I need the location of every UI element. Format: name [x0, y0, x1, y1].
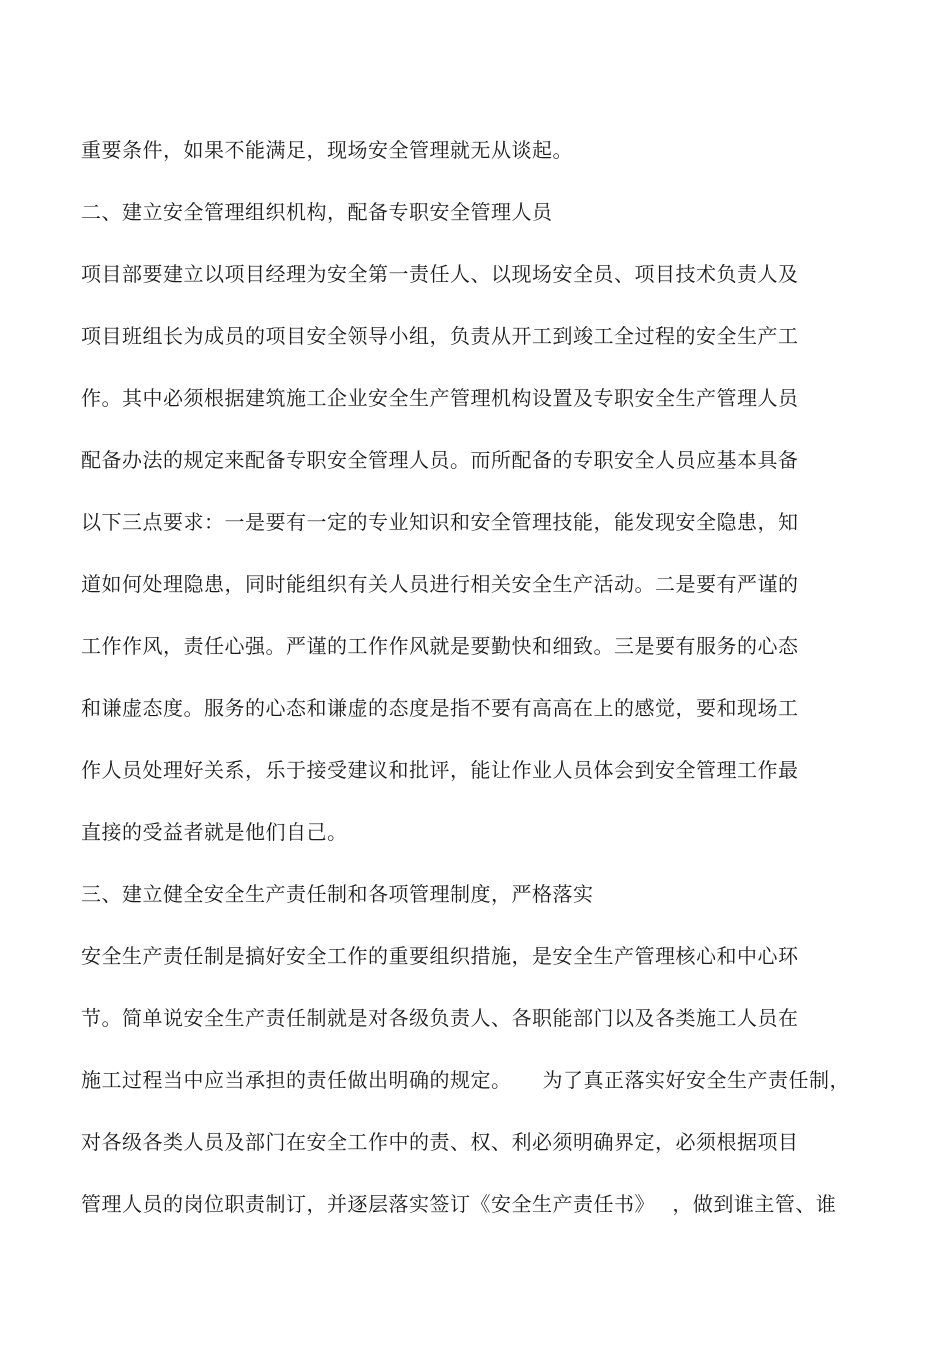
- text-line: 管理人员的岗位职责制订，并逐层落实签订《安全生产责任书》 ，做到谁主管、谁: [81, 1192, 837, 1216]
- text-line: 重要条件，如果不能满足，现场安全管理就无从谈起。: [81, 138, 573, 162]
- text-line: 施工过程当中应当承担的责任做出明确的规定。 为了真正落实好安全生产责任制，: [81, 1068, 850, 1092]
- section-heading-2: 二、建立安全管理组织机构，配备专职安全管理人员: [81, 200, 553, 224]
- text-line: 配备办法的规定来配备专职安全管理人员。而所配备的专职安全人员应基本具备: [81, 448, 799, 472]
- text-line: 安全生产责任制是搞好安全工作的重要组织措施，是安全生产管理核心和中心环: [81, 944, 799, 968]
- text-line: 以下三点要求：一是要有一定的专业知识和安全管理技能，能发现安全隐患，知: [81, 510, 799, 534]
- text-line: 节。简单说安全生产责任制就是对各级负责人、各职能部门以及各类施工人员在: [81, 1006, 799, 1030]
- text-line: 项目部要建立以项目经理为安全第一责任人、以现场安全员、项目技术负责人及: [81, 262, 799, 286]
- text-line: 道如何处理隐患，同时能组织有关人员进行相关安全生产活动。二是要有严谨的: [81, 572, 799, 596]
- section-heading-3: 三、建立健全安全生产责任制和各项管理制度，严格落实: [81, 882, 594, 906]
- text-line: 对各级各类人员及部门在安全工作中的责、权、利必须明确界定，必须根据项目: [81, 1130, 799, 1154]
- text-line: 直接的受益者就是他们自己。: [81, 820, 348, 844]
- text-line: 工作作风，责任心强。严谨的工作作风就是要勤快和细致。三是要有服务的心态: [81, 634, 799, 658]
- text-line: 项目班组长为成员的项目安全领导小组，负责从开工到竣工全过程的安全生产工: [81, 324, 799, 348]
- text-line: 和谦虚态度。服务的心态和谦虚的态度是指不要有高高在上的感觉，要和现场工: [81, 696, 799, 720]
- text-line: 作人员处理好关系，乐于接受建议和批评，能让作业人员体会到安全管理工作最: [81, 758, 799, 782]
- text-line: 作。其中必须根据建筑施工企业安全生产管理机构设置及专职安全生产管理人员: [81, 386, 799, 410]
